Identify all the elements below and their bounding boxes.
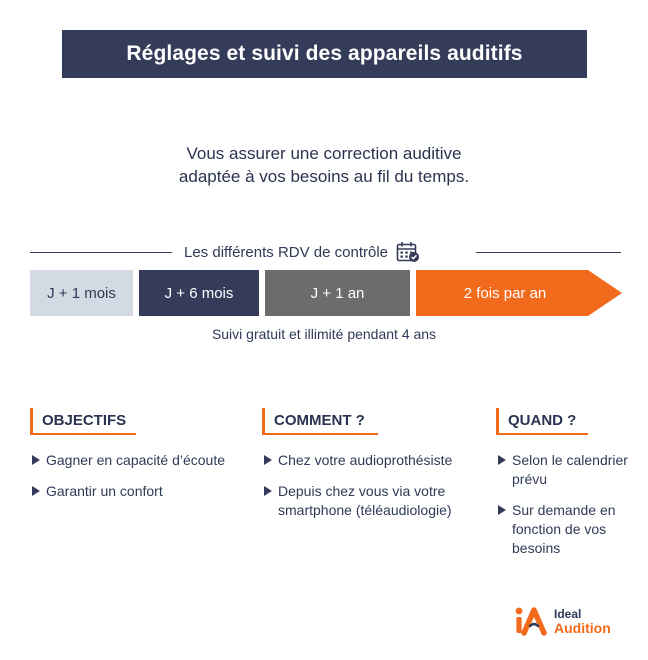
rdv-step-1-month bbox=[30, 270, 133, 316]
intro-text bbox=[0, 142, 648, 188]
rdv-step-twice-yearly bbox=[416, 270, 622, 316]
rdv-timeline bbox=[30, 270, 622, 316]
rdv-step-6-months bbox=[139, 270, 259, 316]
list-item: Garantir un confort bbox=[30, 482, 230, 501]
logo-wordmark bbox=[554, 607, 611, 635]
column-quand bbox=[496, 408, 636, 570]
column-heading: COMMENT ? bbox=[262, 408, 378, 435]
rdv-note: Suivi gratuit et illimité pendant 4 ans bbox=[211, 326, 437, 342]
intro-line-1: Vous assurer une correction auditive bbox=[186, 144, 462, 163]
list-item: Sur demande en fonction de vos besoins bbox=[496, 501, 636, 558]
page-title: Réglages et suivi des appareils auditifs bbox=[126, 42, 523, 65]
bullet-triangle-icon bbox=[498, 455, 506, 465]
ideal-audition-logo bbox=[514, 606, 611, 636]
rdv-step-label: J + 1 mois bbox=[47, 284, 116, 302]
calendar-check-icon bbox=[396, 241, 420, 263]
bullet-triangle-icon bbox=[498, 505, 506, 515]
bullet-triangle-icon bbox=[264, 486, 272, 496]
bullet-triangle-icon bbox=[32, 486, 40, 496]
intro-line-2: adaptée à vos besoins au fil du temps. bbox=[178, 167, 470, 186]
rdv-step-label: J + 6 mois bbox=[164, 284, 234, 302]
bullet-triangle-icon bbox=[32, 455, 40, 465]
page-title-banner bbox=[62, 30, 587, 78]
ia-logo-icon bbox=[514, 606, 550, 636]
column-heading: QUAND ? bbox=[496, 408, 588, 435]
rdv-heading bbox=[184, 242, 420, 262]
column-objectifs bbox=[30, 408, 230, 513]
rdv-step-label: J + 1 an bbox=[310, 284, 365, 302]
column-heading: OBJECTIFS bbox=[30, 408, 136, 435]
list-item: Selon le calendrier prévu bbox=[496, 451, 636, 489]
logo-line-2: Audition bbox=[554, 620, 611, 636]
rdv-divider-left bbox=[30, 252, 172, 253]
rdv-step-1-year bbox=[265, 270, 410, 316]
rdv-divider-right bbox=[476, 252, 621, 253]
rdv-step-label: 2 fois par an bbox=[463, 284, 547, 302]
list-item: Depuis chez vous via votre smartphone (téléaudiologie) bbox=[262, 482, 462, 520]
list-item: Chez votre audioprothésiste bbox=[262, 451, 462, 470]
logo-line-1: Ideal bbox=[554, 607, 582, 621]
column-comment bbox=[262, 408, 462, 532]
rdv-title: Les différents RDV de contrôle bbox=[184, 243, 389, 261]
list-item: Gagner en capacité d’écoute bbox=[30, 451, 230, 470]
bullet-triangle-icon bbox=[264, 455, 272, 465]
